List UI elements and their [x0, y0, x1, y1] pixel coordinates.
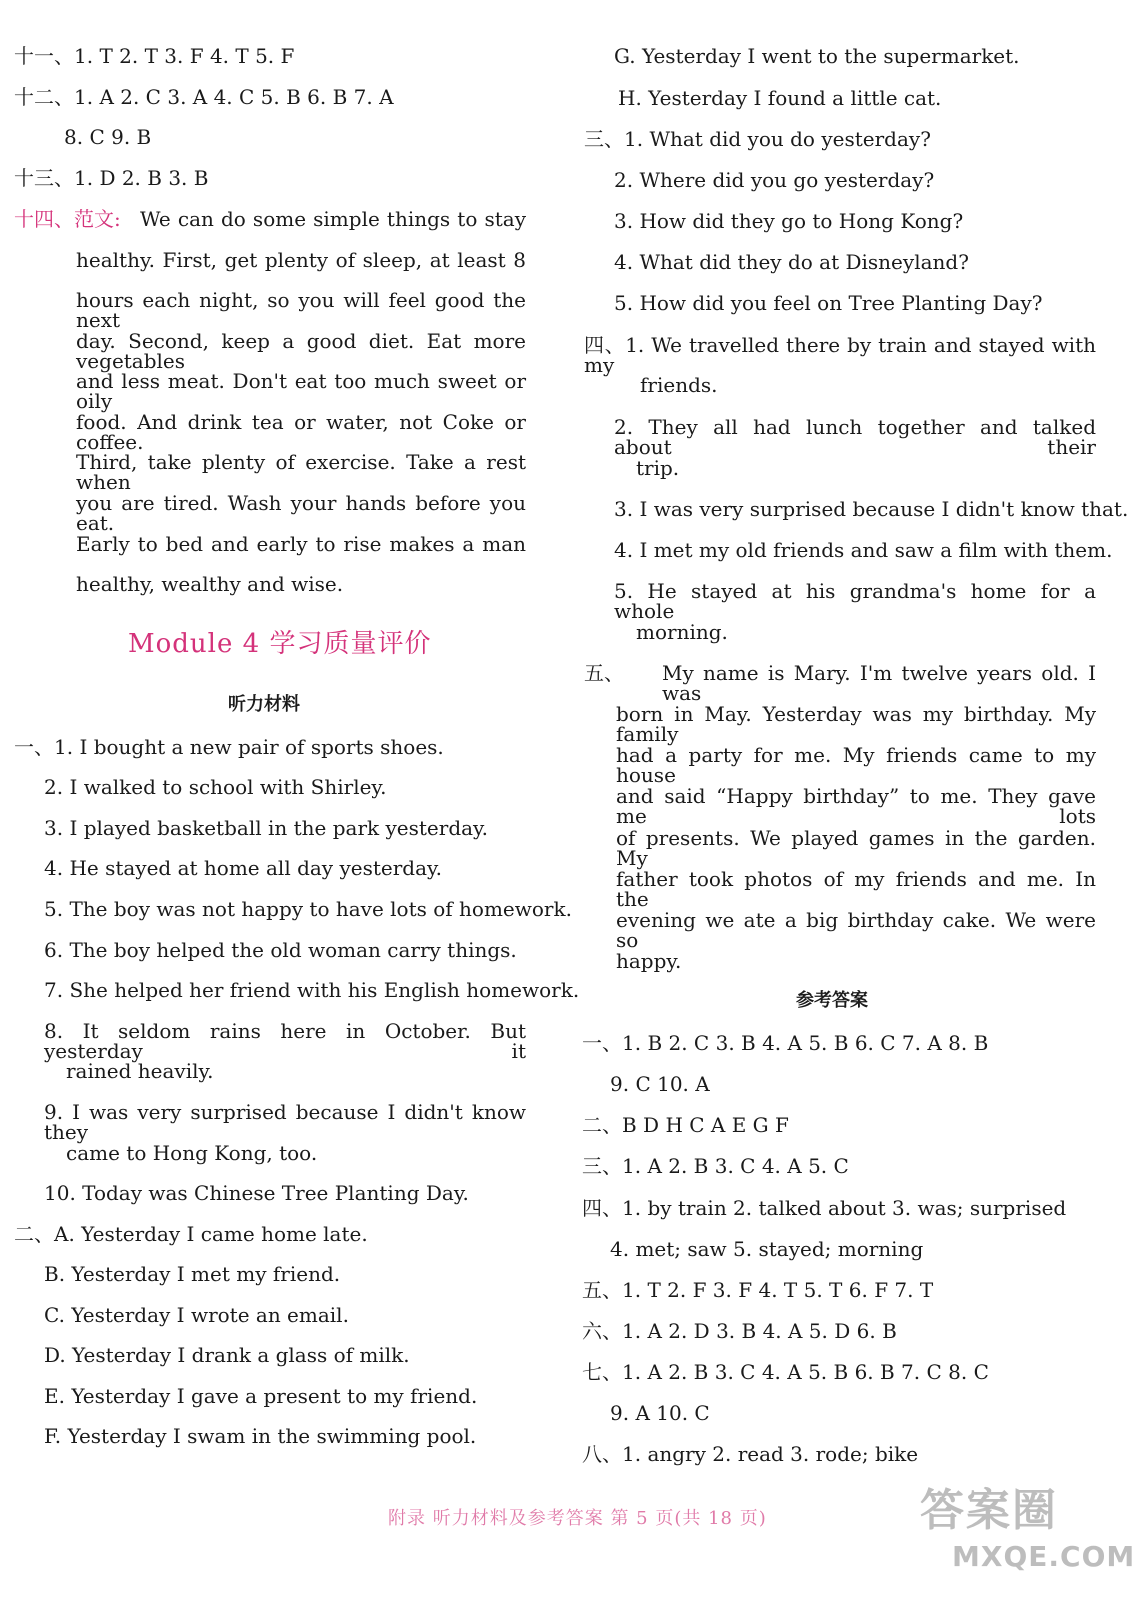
part4-1b: friends. — [640, 373, 718, 397]
passage-line-2: born in May. Yesterday was my birthday. My family — [616, 702, 1096, 746]
part4-1: 四、1. We travelled there by train and stayed with my — [584, 333, 1096, 377]
part2-f: F. Yesterday I swam in the swimming pool. — [44, 1424, 477, 1448]
answer-6: 六、1. A 2. D 3. B 4. A 5. D 6. B — [582, 1319, 897, 1343]
watermark-url: MXQE.COM — [952, 1540, 1136, 1573]
listening-2: 2. I walked to school with Shirley. — [44, 775, 387, 799]
listening-7: 7. She helped her friend with his English homework. — [44, 978, 580, 1002]
part4-4: 4. I met my old friends and saw a film with them. — [614, 538, 1113, 562]
part2-e: E. Yesterday I gave a present to my friend. — [44, 1384, 478, 1408]
listening-3: 3. I played basketball in the park yesterday. — [44, 816, 489, 840]
answer-5: 五、1. T 2. F 3. F 4. T 5. T 6. F 7. T — [582, 1278, 934, 1302]
listening-1: 一、1. I bought a new pair of sports shoes. — [14, 735, 444, 759]
essay-line-1: We can do some simple things to stay — [140, 207, 526, 231]
part4-5b: morning. — [636, 620, 728, 644]
part2-a: 二、A. Yesterday I came home late. — [14, 1222, 368, 1246]
passage-label: 五、 — [584, 661, 624, 685]
listening-8: 8. It seldom rains here in October. But yesterday it — [44, 1019, 526, 1063]
listening-9b: came to Hong Kong, too. — [66, 1141, 318, 1165]
answer-2: 二、B D H C A E G F — [582, 1113, 789, 1137]
part2-h: H. Yesterday I found a little cat. — [618, 86, 942, 110]
part4-2b: trip. — [636, 456, 680, 480]
essay-line-2: healthy. First, get plenty of sleep, at least 8 — [76, 248, 526, 272]
left-line-4: 十三、1. D 2. B 3. B — [14, 166, 209, 190]
essay-label-text: 十四、范文: — [14, 207, 121, 231]
essay-line-6: food. And drink tea or water, not Coke or coffee. — [76, 410, 526, 454]
passage-line-1: My name is Mary. I'm twelve years old. I was — [662, 661, 1096, 705]
passage-line-5: of presents. We played games in the garden. My — [616, 826, 1096, 870]
part4-5: 5. He stayed at his grandma's home for a whole — [614, 579, 1096, 623]
part3-1: 三、1. What did you do yesterday? — [584, 127, 931, 151]
passage-line-6: father took photos of my friends and me. In the — [616, 867, 1096, 911]
answer-7b: 9. A 10. C — [610, 1401, 710, 1425]
answer-4b: 4. met; saw 5. stayed; morning — [610, 1237, 924, 1261]
answer-1: 一、1. B 2. C 3. B 4. A 5. B 6. C 7. A 8. B — [582, 1031, 989, 1055]
part3-3: 3. How did they go to Hong Kong? — [614, 209, 964, 233]
essay-label — [14, 209, 121, 229]
listening-5: 5. The boy was not happy to have lots of homework. — [44, 897, 572, 921]
listening-6: 6. The boy helped the old woman carry things. — [44, 938, 517, 962]
passage-line-7: evening we ate a big birthday cake. We were so — [616, 908, 1096, 952]
listening-10: 10. Today was Chinese Tree Planting Day. — [44, 1181, 469, 1205]
essay-line-8: you are tired. Wash your hands before you eat. — [76, 491, 526, 535]
left-line-2: 十二、1. A 2. C 3. A 4. C 5. B 6. B 7. A — [14, 85, 394, 109]
essay-line-5: and less meat. Don't eat too much sweet or oily — [76, 369, 526, 413]
passage-line-3: had a party for me. My friends came to my house — [616, 743, 1096, 787]
left-line-3: 8. C 9. B — [64, 125, 152, 149]
listening-8b: rained heavily. — [66, 1059, 214, 1083]
essay-line-9: Early to bed and early to rise makes a man — [76, 532, 526, 556]
listening-heading: 听力材料 — [228, 694, 300, 715]
module-title: Module 4 学习质量评价 — [128, 629, 432, 659]
part3-5: 5. How did you feel on Tree Planting Day? — [614, 291, 1043, 315]
passage-line-4: and said “Happy birthday” to me. They gave me lots — [616, 784, 1096, 828]
part4-3: 3. I was very surprised because I didn't know that. — [614, 497, 1129, 521]
answer-8: 八、1. angry 2. read 3. rode; bike — [582, 1442, 919, 1466]
passage-line-8: happy. — [616, 949, 682, 973]
part2-b: B. Yesterday I met my friend. — [44, 1262, 341, 1286]
essay-line-3: hours each night, so you will feel good the next — [76, 288, 526, 332]
answer-1b: 9. C 10. A — [610, 1072, 710, 1096]
part2-g: G. Yesterday I went to the supermarket. — [614, 44, 1020, 68]
part3-4: 4. What did they do at Disneyland? — [614, 250, 969, 274]
listening-9: 9. I was very surprised because I didn't know they — [44, 1100, 526, 1144]
answer-3: 三、1. A 2. B 3. C 4. A 5. C — [582, 1154, 849, 1178]
part3-2: 2. Where did you go yesterday? — [614, 168, 935, 192]
listening-4: 4. He stayed at home all day yesterday. — [44, 856, 443, 880]
answer-4: 四、1. by train 2. talked about 3. was; surprised — [582, 1196, 1067, 1220]
left-line-1: 十一、1. T 2. T 3. F 4. T 5. F — [14, 44, 295, 68]
watermark-logo: 答案圈 — [920, 1485, 1058, 1536]
answer-7: 七、1. A 2. B 3. C 4. A 5. B 6. B 7. C 8. C — [582, 1360, 989, 1384]
answers-heading: 参考答案 — [796, 990, 868, 1011]
essay-line-7: Third, take plenty of exercise. Take a rest when — [76, 450, 526, 494]
part2-c: C. Yesterday I wrote an email. — [44, 1303, 349, 1327]
part2-d: D. Yesterday I drank a glass of milk. — [44, 1343, 410, 1367]
essay-line-10: healthy, wealthy and wise. — [76, 572, 344, 596]
part4-2: 2. They all had lunch together and talked about their — [614, 415, 1096, 459]
page-footer: 附录 听力材料及参考答案 第 5 页(共 18 页) — [388, 1508, 767, 1529]
essay-line-4: day. Second, keep a good diet. Eat more vegetables — [76, 329, 526, 373]
